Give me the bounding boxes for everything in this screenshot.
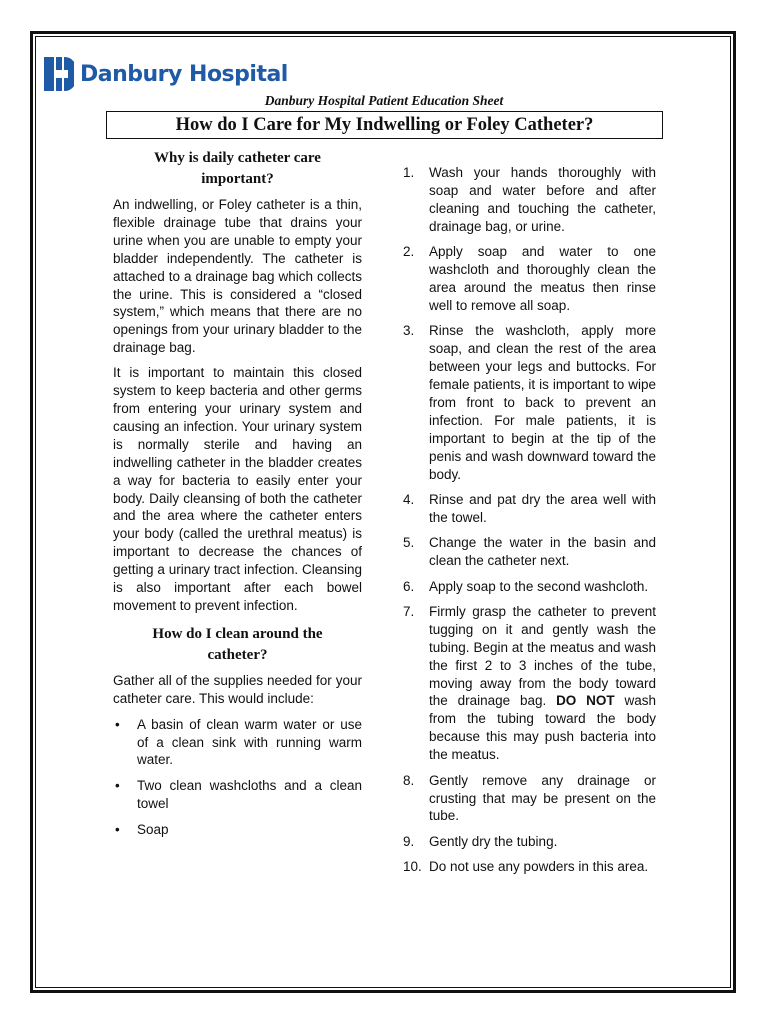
left-column — [113, 148, 362, 839]
supplies-list — [113, 716, 362, 839]
step-item: 10. Do not use any powders in this area. — [403, 859, 649, 875]
hospital-logo-icon — [44, 57, 74, 91]
step-item: 6. Apply soap to the second washcloth. — [403, 578, 649, 594]
list-item: • A basin of clean warm water or use of a clean sink with running warm water. — [115, 716, 362, 768]
bullet-icon: • — [115, 716, 120, 732]
step-item: 4. Rinse and pat dry the area well with the towel. — [403, 491, 656, 525]
step-item: 8. Gently remove any drainage or crusting that may be present on the tube. — [403, 772, 656, 824]
paragraph-supplies: Gather all of the supplies needed for your catheter care. This would include: — [113, 672, 362, 706]
page-title — [106, 111, 663, 139]
bullet-icon: • — [115, 778, 120, 794]
step-item: 9. Gently dry the tubing. — [403, 833, 558, 849]
section-heading-why: Why is daily catheter care important? — [154, 150, 321, 187]
step-item: 2. Apply soap and water to one washcloth and thoroughly clean the area around the meatus then rinse well to remove all soap. — [403, 244, 656, 313]
logo-text: Danbury Hospital — [80, 61, 288, 87]
list-item: • Soap — [115, 822, 169, 838]
document-subtitle: Danbury Hospital Patient Education Sheet — [264, 93, 504, 108]
paragraph-closed-system: It is important to maintain this closed system to keep bacteria and other germs from entering your urinary system and causing an infection. Your urinary system is normally sterile and having an indwelling catheter in the bladder creates a way for bacteria to easily enter your body. Daily cleansing of both the catheter and the area where the catheter enters your body (called the urethral meatus) is important to decrease the chances of getting a urinary tract infection. Cleansing is also important after each bowel movement to prevent infection. — [113, 365, 362, 613]
do-not-emphasis: DO NOT — [556, 693, 615, 709]
right-column — [403, 164, 656, 884]
hospital-logo — [44, 57, 288, 91]
page-title-text: How do I Care for My Indwelling or Foley Catheter? — [175, 114, 594, 135]
list-item: • Two clean washcloths and a clean towel — [115, 778, 362, 812]
section-heading-how: How do I clean around the catheter? — [152, 625, 323, 663]
step-item: 3. Rinse the washcloth, apply more soap, and clean the rest of the area between your legs and buttocks. For female patients, it is important to wipe from front to back to prevent an infection. For male patients, it is important to begin at the tip of the penis and wash downward toward the body. — [403, 323, 656, 482]
care-steps-list — [403, 164, 656, 876]
paragraph-intro: An indwelling, or Foley catheter is a thin, flexible drainage tube that drains your urine when you are unable to empty your bladder independently. The catheter is attached to a drainage bag which collects the urine. This is considered a “closed system,” which means that there are no openings from your urinary bladder to the drainage bag. — [113, 197, 362, 356]
step-item: 7. Firmly grasp the catheter to prevent tugging on it and gently wash the tubing. Begin at the meatus and wash the first 2 to 3 inches of the tube, moving away from the body toward the drainage bag. DO NOT wash from the tubing toward the body because this may push bacteria into the meatus. — [403, 603, 656, 763]
step-item: 5. Change the water in the basin and clean the catheter next. — [403, 535, 656, 569]
bullet-icon: • — [115, 822, 120, 838]
step-item: 1. Wash your hands thoroughly with soap and water before and after cleaning and touching the catheter, drainage bag, or urine. — [403, 165, 656, 234]
